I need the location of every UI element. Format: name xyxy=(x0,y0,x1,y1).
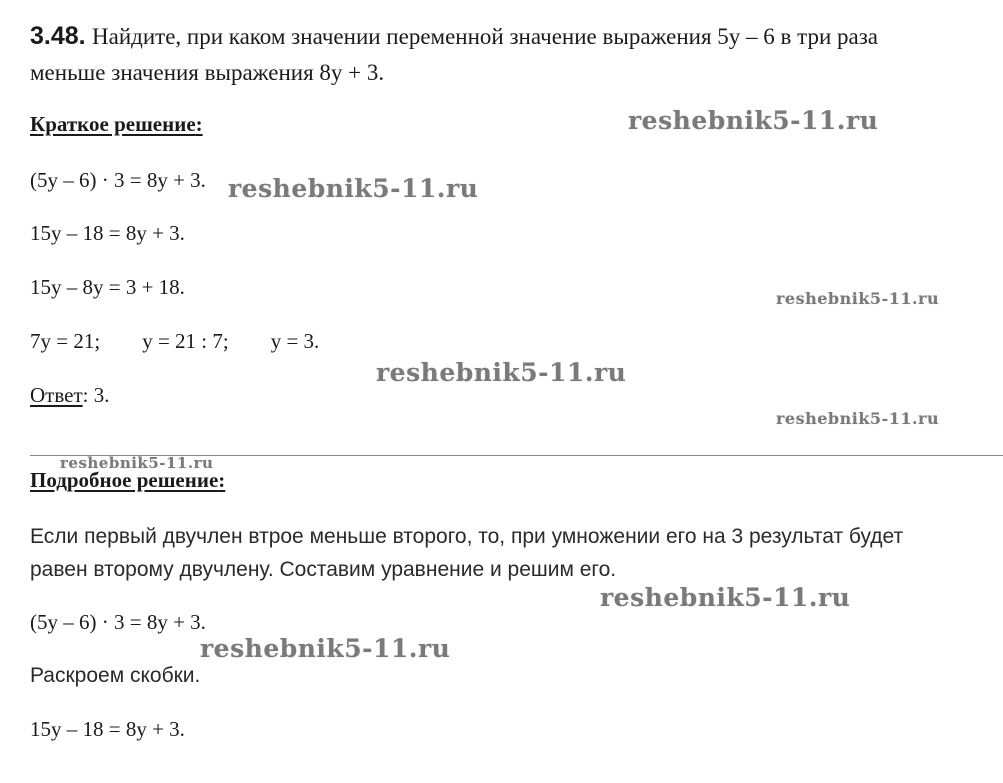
short-solution-heading-colon: : xyxy=(195,112,203,136)
watermark: reshebnik5-11.ru xyxy=(376,358,627,387)
detailed-equation-2: 15y – 18 = 8y + 3. xyxy=(30,717,185,741)
watermark: reshebnik5-11.ru xyxy=(228,174,479,203)
watermark: reshebnik5-11.ru xyxy=(200,634,451,663)
final-part-3: y = 3. xyxy=(270,329,320,353)
problem-text-line-1: Найдите, при каком значении переменной значение выражения 5y – 6 в три раза xyxy=(92,24,879,49)
watermark: reshebnik5-11.ru xyxy=(628,106,879,135)
watermark: reshebnik5-11.ru xyxy=(776,409,940,428)
answer-label: Ответ xyxy=(30,383,83,407)
final-part-2: y = 21 : 7; xyxy=(142,329,229,353)
detailed-paragraph-line-1: Если первый двучлен втрое меньше второго, то, при умножении его на 3 результат будет xyxy=(30,525,904,548)
open-brackets-text: Раскроем скобки. xyxy=(30,664,201,687)
problem-text-line-2: меньше значения выражения 8y + 3. xyxy=(30,60,385,85)
detailed-solution-heading-colon: : xyxy=(218,468,226,492)
short-step-1: (5y – 6) · 3 = 8y + 3. xyxy=(30,168,206,192)
answer-value: : 3. xyxy=(82,383,110,407)
watermark: reshebnik5-11.ru xyxy=(776,289,940,308)
detailed-equation-1: (5y – 6) · 3 = 8y + 3. xyxy=(30,610,206,634)
watermark: reshebnik5-11.ru xyxy=(600,583,851,612)
final-part-1: 7y = 21; xyxy=(30,329,101,353)
detailed-paragraph-line-2: равен второму двучлену. Составим уравнение и решим его. xyxy=(30,558,617,581)
short-step-2: 15y – 18 = 8y + 3. xyxy=(30,221,185,245)
short-step-3: 15y – 8y = 3 + 18. xyxy=(30,275,185,299)
detailed-solution-heading-text: Подробное решение xyxy=(30,468,219,492)
short-solution-heading-text: Краткое решение xyxy=(30,112,196,136)
short-answer xyxy=(30,383,109,408)
problem-number: 3.48. xyxy=(30,22,86,50)
short-final-step xyxy=(30,329,319,354)
short-solution-heading xyxy=(30,112,203,137)
watermark: reshebnik5-11.ru xyxy=(60,454,214,472)
